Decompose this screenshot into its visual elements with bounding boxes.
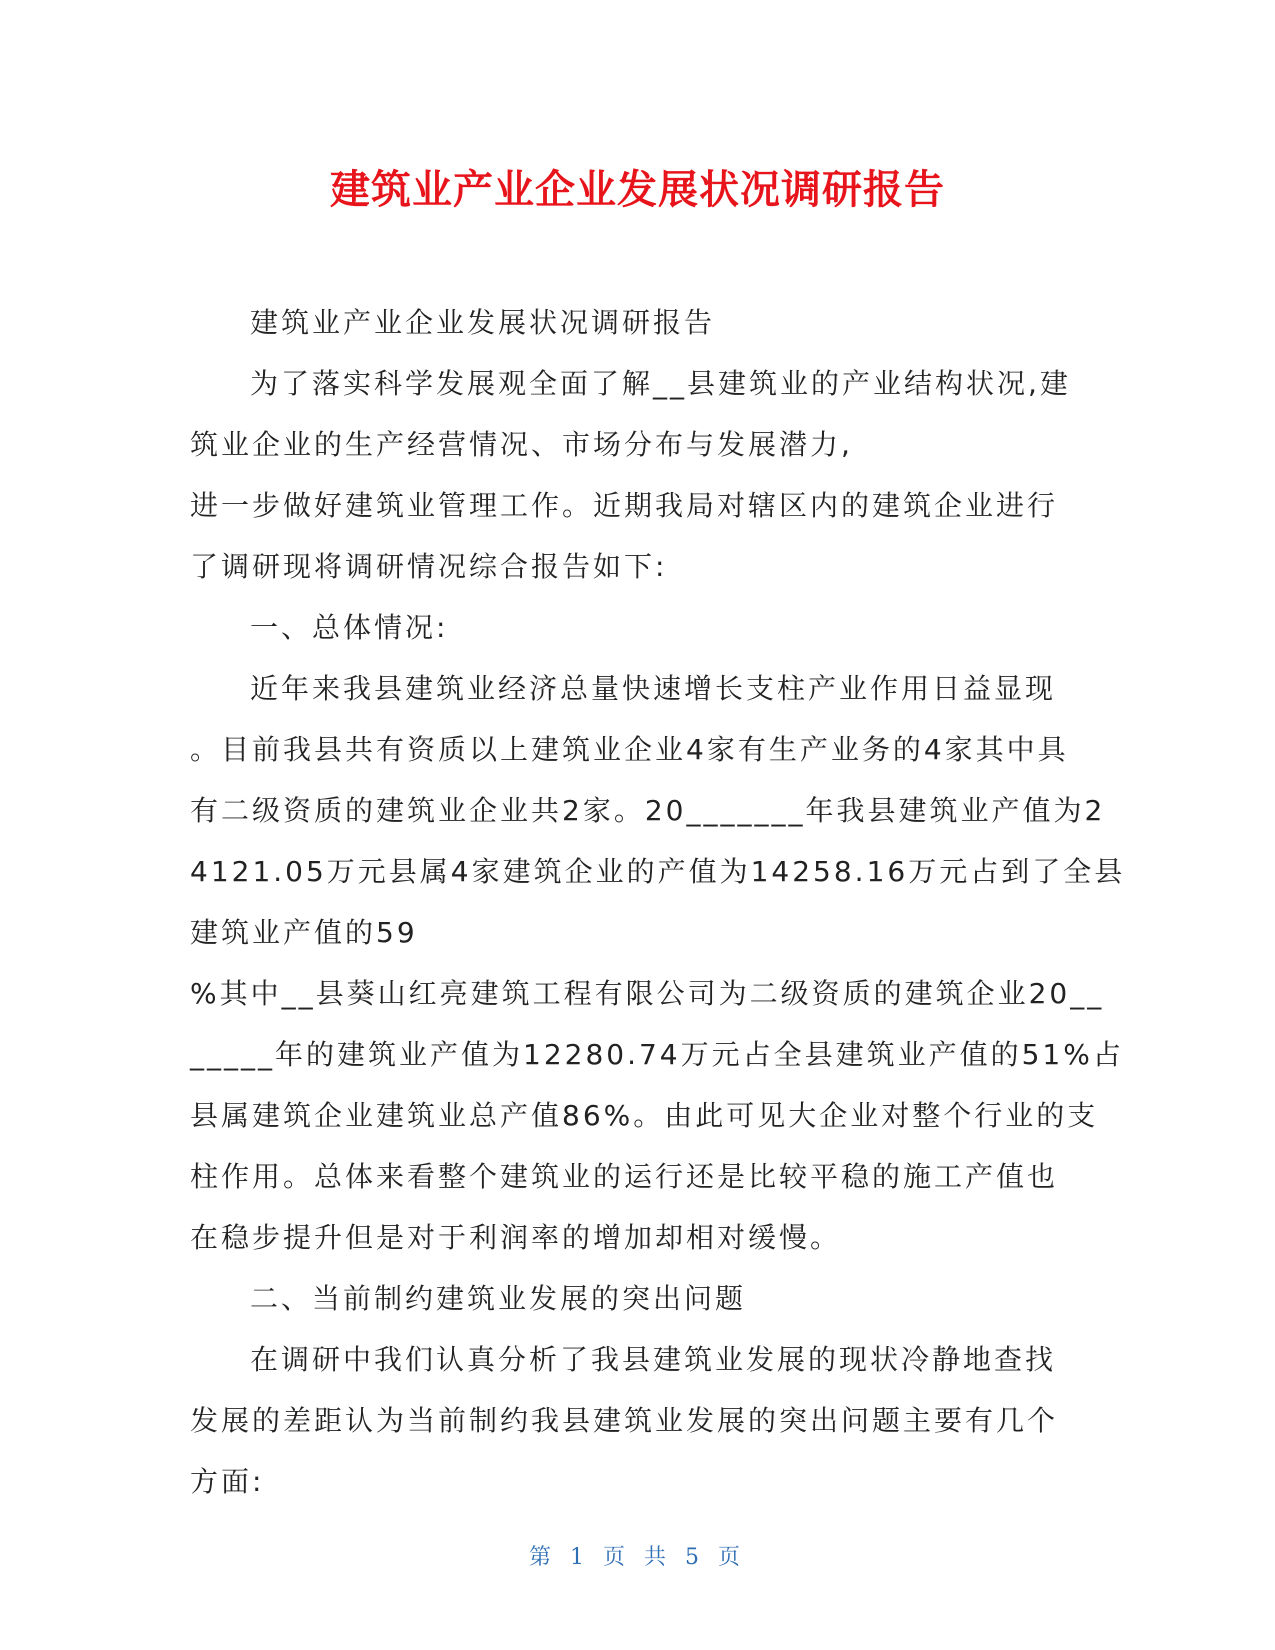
paragraph-line: 在稳步提升但是对于利润率的增加却相对缓慢。 — [190, 1221, 842, 1254]
paragraph-line: 在调研中我们认真分析了我县建筑业发展的现状冷静地查找 — [250, 1343, 1057, 1376]
paragraph-line: 建筑业产值的59 — [190, 916, 418, 949]
paragraph-line: 4121.05万元县属4家建筑企业的产值为14258.16万元占到了全县 — [190, 855, 1126, 888]
document-body — [190, 292, 1126, 1512]
paragraph-line: 有二级资质的建筑业企业共2家。20_______年我县建筑业产值为2 — [190, 794, 1106, 827]
paragraph-line: 发展的差距认为当前制约我县建筑业发展的突出问题主要有几个 — [190, 1404, 1059, 1437]
paragraph-line: 县属建筑企业建筑业总产值86%。由此可见大企业对整个行业的支 — [190, 1099, 1099, 1132]
paragraph-line: 建筑业产业企业发展状况调研报告 — [250, 306, 716, 339]
section-heading: 一、总体情况: — [250, 611, 449, 644]
paragraph-line: 柱作用。总体来看整个建筑业的运行还是比较平稳的施工产值也 — [190, 1160, 1059, 1193]
document-title: 建筑业产业企业发展状况调研报告 — [330, 167, 945, 213]
paragraph-line: 近年来我县建筑业经济总量快速增长支柱产业作用日益显现 — [250, 672, 1057, 705]
page-footer: 第 1 页 共 5 页 — [529, 1545, 746, 1570]
section-heading: 二、当前制约建筑业发展的突出问题 — [250, 1282, 747, 1315]
paragraph-line: 了调研现将调研情况综合报告如下: — [190, 550, 668, 583]
paragraph-line: 。目前我县共有资质以上建筑业企业4家有生产业务的4家其中具 — [190, 733, 1069, 766]
paragraph-line: 方面: — [190, 1465, 265, 1498]
paragraph-line: 筑业企业的生产经营情况、市场分布与发展潜力, — [190, 428, 853, 461]
paragraph-line: _____年的建筑业产值为12280.74万元占全县建筑业产值的51%占 — [190, 1038, 1124, 1071]
paragraph-line: 进一步做好建筑业管理工作。近期我局对辖区内的建筑企业进行 — [190, 489, 1059, 522]
paragraph-line: 为了落实科学发展观全面了解__县建筑业的产业结构状况,建 — [250, 367, 1071, 400]
paragraph-line: %其中__县葵山红亮建筑工程有限公司为二级资质的建筑企业20__ — [190, 977, 1105, 1010]
